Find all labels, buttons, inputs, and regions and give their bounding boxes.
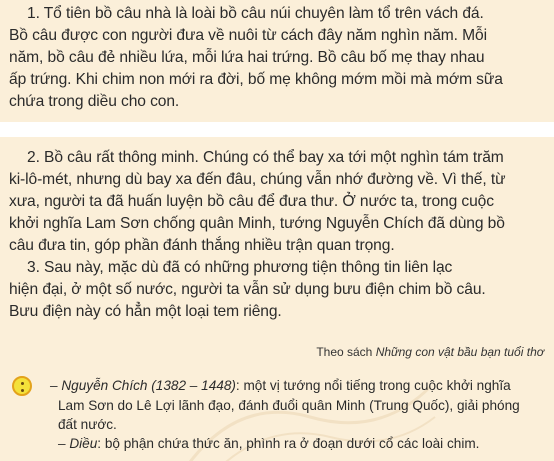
paragraph-1-line-3: năm, bồ câu đẻ nhiều lứa, mỗi lứa hai trứng. Bồ câu bố mẹ thay nhau bbox=[9, 49, 485, 66]
note-2-definition: : bộ phận chứa thức ăn, phình ra ở đoạn dưới cổ các loài chim. bbox=[97, 436, 480, 451]
paragraph-2-line-1: 2. Bồ câu rất thông minh. Chúng có thể bay xa tới một nghìn tám trăm bbox=[27, 149, 504, 166]
note-1-term: – Nguyễn Chích (1382 – 1448) bbox=[50, 378, 236, 393]
note-1-definition: : một vị tướng nổi tiếng trong cuộc khởi nghĩa bbox=[235, 378, 511, 393]
note-1-line-3: đất nước. bbox=[58, 417, 117, 432]
paragraph-1-line-2: Bồ câu được con người đưa về nuôi từ cách đây năm nghìn năm. Mỗi bbox=[9, 27, 487, 44]
note-2 bbox=[58, 435, 479, 453]
story-part-1 bbox=[0, 0, 554, 122]
paragraph-3-line-3: Bưu điện này có hẳn một loại tem riêng. bbox=[9, 303, 282, 320]
source-prefix: Theo sách bbox=[316, 345, 376, 359]
source-citation bbox=[316, 344, 544, 360]
story-part-2 bbox=[0, 137, 554, 461]
paragraph-2-line-3: xưa, người ta đã huấn luyện bồ câu để đưa thư. Ở nước ta, trong cuộc bbox=[9, 193, 494, 210]
paragraph-2-line-5: câu đưa tin, góp phần đánh thắng nhiều trận quan trọng. bbox=[9, 237, 395, 254]
paragraph-1-line-1: 1. Tổ tiên bồ câu nhà là loài bồ câu núi chuyên làm tổ trên vách đá. bbox=[27, 5, 484, 22]
paragraph-3-line-2: hiện đại, ở một số nước, người ta vẫn sử dụng bưu điện chim bồ câu. bbox=[9, 281, 486, 298]
paragraph-2-line-4: khởi nghĩa Lam Sơn chống quân Minh, tướng Nguyễn Chích đã dùng bồ bbox=[9, 215, 505, 232]
paragraph-1-line-4: ấp trứng. Khi chim non mới ra đời, bố mẹ không mớm mồi mà mớm sữa bbox=[9, 71, 503, 88]
note-icon bbox=[12, 376, 32, 396]
note-1-line-1 bbox=[50, 377, 511, 395]
paragraph-2-line-2: ki-lô-mét, nhưng dù bay xa đến đâu, chúng vẫn nhớ đường về. Vì thế, từ bbox=[9, 171, 506, 188]
note-2-term: – Diều bbox=[58, 436, 98, 451]
paragraph-1-line-5: chứa trong diều cho con. bbox=[9, 93, 180, 110]
source-book-title: Những con vật bầu bạn tuổi thơ bbox=[375, 345, 544, 359]
note-1-line-2: Lam Sơn do Lê Lợi lãnh đạo, đánh đuổi quân Minh (Trung Quốc), giải phóng bbox=[58, 398, 520, 413]
paragraph-3-line-1: 3. Sau này, mặc dù đã có những phương tiện thông tin liên lạc bbox=[27, 259, 453, 276]
